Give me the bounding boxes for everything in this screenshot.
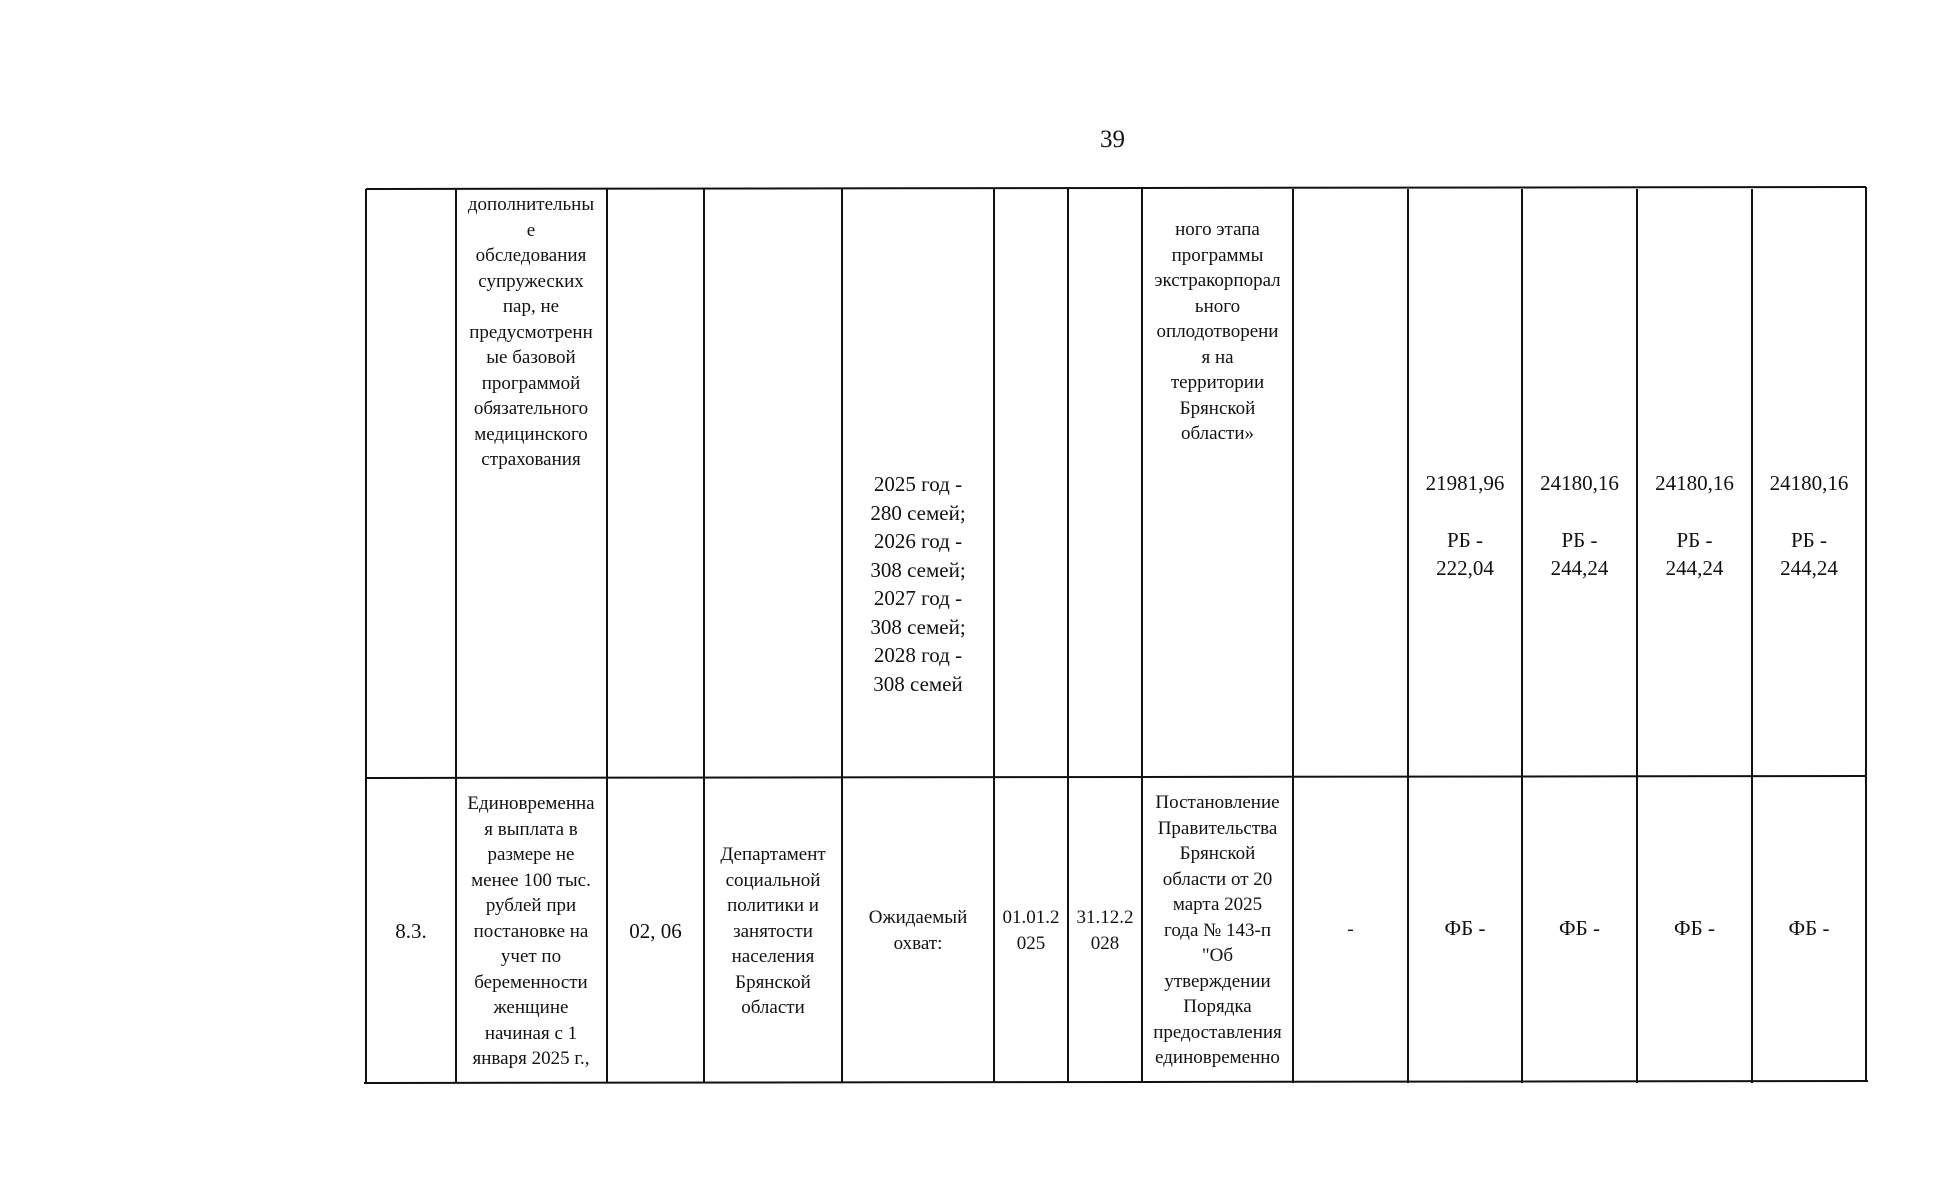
- row2-legal-basis: [1144, 790, 1291, 1071]
- text-line: Постановление: [1155, 792, 1280, 813]
- text-line: пар, не: [502, 296, 560, 317]
- text-line: Единовременна: [467, 793, 595, 814]
- funding-rb-value: 244,24: [1550, 556, 1609, 580]
- text-line: предусмотренн: [469, 321, 593, 343]
- text-line: ного этапа: [1175, 219, 1260, 240]
- text-line: программы: [1171, 244, 1264, 266]
- row2-funding-2026: ФБ -: [1559, 916, 1600, 940]
- text-line: дополнительны: [467, 194, 595, 215]
- text-line: населения: [731, 946, 815, 967]
- text-line: оплодотворени: [1156, 321, 1279, 342]
- text-line: охват:: [893, 932, 943, 954]
- row2-funding-2028: ФБ -: [1788, 916, 1830, 940]
- funding-total: 24180,16: [1540, 471, 1619, 495]
- text-line: 31.12.2: [1076, 907, 1134, 928]
- funding-total: 24180,16: [1769, 471, 1849, 495]
- text-line: 280 семей;: [870, 500, 966, 525]
- page-number: 39: [1100, 126, 1125, 153]
- text-line: "Об: [1201, 945, 1234, 966]
- text-line: рублей при: [485, 895, 577, 916]
- text-line: медицинского: [474, 423, 588, 445]
- row2-start-date: [996, 905, 1066, 956]
- text-line: начиная с 1: [484, 1022, 578, 1044]
- row2-end-date: [1070, 905, 1140, 956]
- text-line: Департамент: [720, 844, 826, 865]
- text-line: обследования: [475, 245, 587, 266]
- row1-coverage: [844, 470, 992, 698]
- text-line: супружеских: [478, 270, 584, 292]
- text-line: размере не: [487, 844, 575, 865]
- text-line: постановке на: [473, 920, 589, 942]
- row2-dash: -: [1347, 919, 1354, 940]
- funding-total: 21981,96: [1425, 471, 1505, 495]
- text-line: занятости: [733, 920, 813, 942]
- funding-rb-label: РБ -: [1561, 527, 1598, 552]
- text-line: предоставления: [1153, 1021, 1282, 1043]
- text-line: обязательного: [473, 398, 589, 419]
- text-line: 025: [1016, 932, 1046, 954]
- text-line: утверждении: [1164, 970, 1271, 992]
- funding-rb-label: РБ -: [1791, 527, 1827, 552]
- text-line: Брянской: [1179, 843, 1256, 864]
- text-line: Порядка: [1183, 996, 1252, 1017]
- row1-name: [458, 192, 604, 473]
- text-line: единовременно: [1155, 1047, 1280, 1068]
- text-line: 028: [1090, 932, 1120, 954]
- text-line: Брянской: [735, 971, 811, 993]
- text-line: беременности: [474, 971, 588, 993]
- text-line: Правительства: [1157, 817, 1278, 839]
- text-line: области»: [1180, 423, 1254, 444]
- funding-rb-label: РБ -: [1676, 527, 1713, 552]
- text-line: января 2025 г.,: [472, 1048, 590, 1069]
- text-line: марта 2025: [1172, 894, 1263, 915]
- row2-codes: 02, 06: [629, 919, 682, 943]
- text-line: 308 семей;: [870, 614, 966, 639]
- text-line: экстракорпорал: [1154, 270, 1281, 291]
- funding-rb-value: 244,24: [1665, 556, 1724, 580]
- text-line: я выплата в: [484, 818, 578, 840]
- text-line: 2026 год -: [873, 529, 963, 553]
- text-line: учет по: [500, 946, 562, 967]
- row1-funding-2028: [1754, 469, 1864, 583]
- text-line: ьного: [1194, 295, 1241, 317]
- row2-coverage: [844, 905, 992, 956]
- text-line: 308 семей: [873, 671, 963, 696]
- text-line: Брянской: [1179, 397, 1256, 419]
- funding-total: 24180,16: [1655, 471, 1734, 495]
- text-line: социальной: [725, 869, 821, 891]
- text-line: года № 143-п: [1164, 919, 1271, 941]
- row2-name: [458, 791, 604, 1072]
- row2-executor: [706, 842, 840, 1021]
- text-line: е: [526, 219, 536, 241]
- text-line: я на: [1201, 346, 1234, 368]
- row1-funding-2025: [1410, 469, 1520, 583]
- funding-rb-value: 244,24: [1780, 556, 1838, 580]
- text-line: менее 100 тыс.: [471, 869, 591, 891]
- funding-rb-label: РБ -: [1447, 527, 1483, 552]
- text-line: области: [741, 997, 805, 1018]
- text-line: программой: [481, 372, 581, 394]
- text-line: Ожидаемый: [868, 907, 968, 928]
- text-line: территории: [1170, 372, 1265, 393]
- text-line: женщине: [493, 997, 569, 1018]
- row2-funding-2027: ФБ -: [1674, 916, 1715, 940]
- text-line: страхования: [481, 449, 581, 470]
- row1-funding-2027: [1639, 469, 1750, 583]
- text-line: 308 семей;: [870, 557, 966, 582]
- text-line: области от 20: [1162, 868, 1273, 890]
- row1-legal-basis: [1144, 217, 1291, 447]
- funding-rb-value: 222,04: [1436, 556, 1494, 580]
- text-line: 01.01.2: [1002, 907, 1060, 928]
- text-line: политики и: [727, 895, 819, 916]
- row1-funding-2026: [1524, 469, 1635, 583]
- text-line: 2028 год -: [873, 643, 963, 667]
- row2-index: 8.3.: [395, 919, 427, 943]
- row2-funding-2025: ФБ -: [1444, 916, 1486, 940]
- text-line: ые базовой: [486, 347, 576, 368]
- text-line: 2027 год -: [873, 586, 963, 610]
- text-line: 2025 год -: [873, 472, 963, 496]
